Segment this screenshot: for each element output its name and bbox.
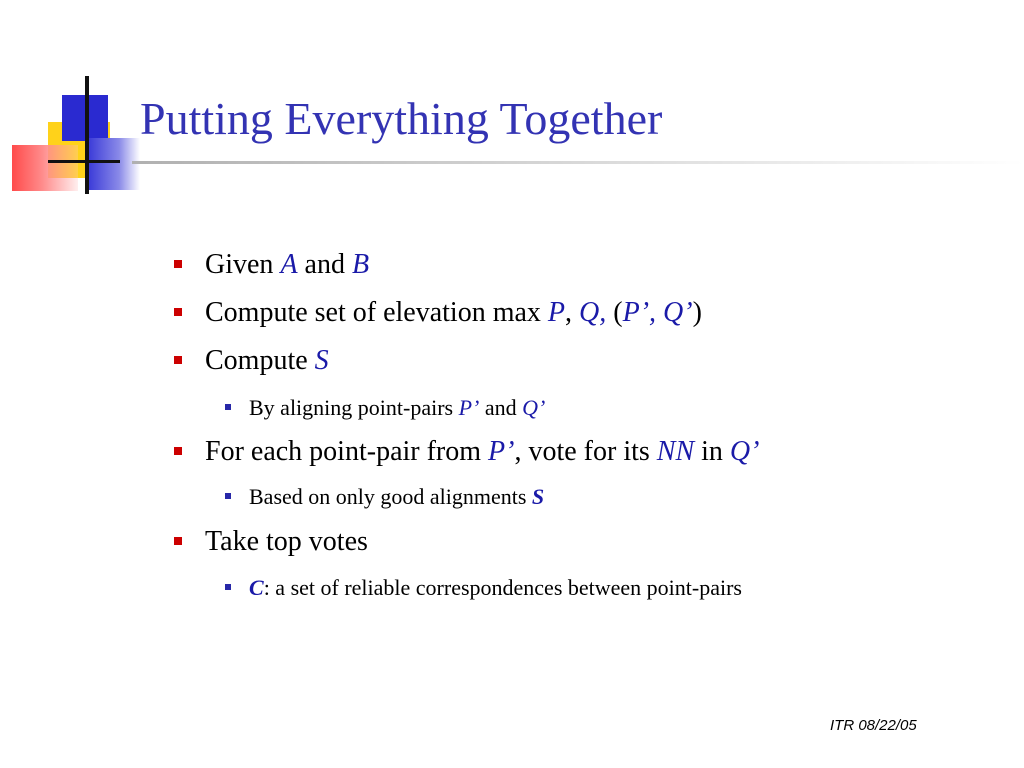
bullet-text: : a set of reliable correspondences between point-pairs: [263, 575, 742, 600]
bullet-text: (: [606, 297, 623, 328]
variable-p-q-prime: P’, Q’: [622, 297, 693, 328]
bullet-text: Based on only good alignments: [249, 484, 532, 509]
bullet-marker: [174, 308, 182, 316]
bullet-text: Take top votes: [205, 526, 368, 557]
bullet-marker: [225, 584, 231, 590]
subbullet-correspondences: [249, 575, 742, 601]
variable-q-prime: Q’: [522, 395, 546, 420]
variable-s: S: [314, 345, 329, 376]
bullet-text: , vote for its: [514, 436, 657, 467]
bullet-marker: [174, 260, 182, 268]
variable-c: C: [249, 575, 264, 600]
bullet-compute-s: [205, 345, 329, 377]
bullet-text: ,: [565, 297, 580, 328]
variable-b: B: [351, 249, 370, 280]
variable-q-prime: Q’: [729, 436, 760, 467]
bullet-marker: [174, 356, 182, 364]
bullet-text: ): [692, 297, 702, 328]
variable-nn: NN: [656, 436, 695, 467]
bullet-text: Compute: [205, 345, 315, 376]
blue-gradient-square: [88, 138, 140, 190]
subbullet-aligning: [249, 395, 545, 421]
bullet-text: and: [297, 249, 352, 280]
variable-p-prime: P’: [458, 395, 480, 420]
variable-p-prime: P’: [488, 436, 515, 467]
bullet-text: and: [479, 395, 523, 420]
bullet-compute-max: [205, 297, 702, 329]
corner-decoration: [0, 0, 140, 200]
slide-title: Putting Everything Together: [140, 93, 663, 144]
variable-a: A: [280, 249, 298, 280]
bullet-marker: [225, 404, 231, 410]
horizontal-line: [48, 160, 120, 163]
bullet-top-votes: [205, 526, 368, 558]
bullet-marker: [225, 493, 231, 499]
bullet-given: [205, 249, 369, 281]
variable-s: S: [531, 484, 545, 509]
bullet-text: By aligning point-pairs: [249, 395, 459, 420]
variable-p: P: [547, 297, 566, 328]
bullet-vote: [205, 436, 759, 468]
bullet-text: For each point-pair from: [205, 436, 489, 467]
title-underline: [132, 161, 1024, 164]
bullet-text: in: [694, 436, 730, 467]
variable-q: Q,: [579, 297, 607, 328]
red-gradient-square: [12, 145, 78, 191]
vertical-line: [85, 76, 89, 194]
subbullet-good-alignments: [249, 484, 544, 510]
slide-footer: ITR 08/22/05: [830, 717, 917, 734]
bullet-marker: [174, 537, 182, 545]
bullet-marker: [174, 447, 182, 455]
bullet-text: Given: [205, 249, 281, 280]
bullet-text: Compute set of elevation max: [205, 297, 548, 328]
